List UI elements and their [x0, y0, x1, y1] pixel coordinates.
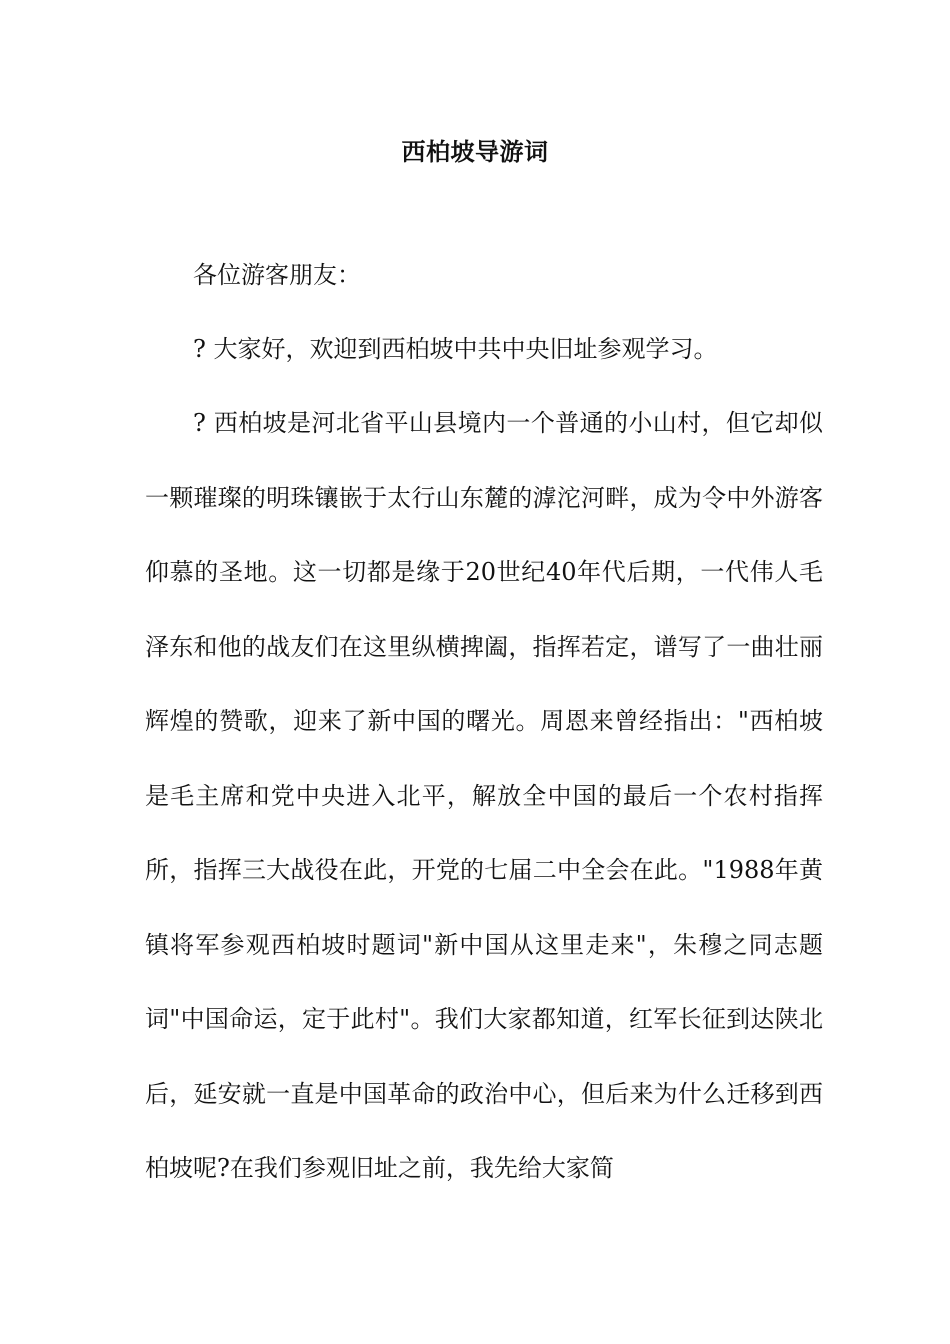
main-block	[145, 386, 823, 1206]
page-title: 西柏坡导游词	[401, 137, 549, 166]
intro-paragraph: ? 西柏坡是河北省平山县境内一个普通的小山村，但它却似一颗璀璨的明珠镶嵌于太行山东麓的滹沱河畔，成为令中外游客仰慕的圣地。这一切都是缘于20世纪40年代后期，一代伟人毛泽东和他的战友们在这里纵横捭阖，指挥若定，谱写了一曲壮丽辉煌的赞歌，迎来了新中国的曙光。周恩来曾经指出："西柏坡是毛主席和党中央进入北平，解放全中国的最后一个农村指挥所，指挥三大战役在此，开党的七届二中全会在此。"1988年黄镇将军参观西柏坡时题词"新中国从这里走来"，朱穆之同志题词"中国命运，定于此村"。我们大家都知道，红军长征到达陕北后，延安就一直是中国革命的政治中心，但后来为什么迁移到西柏坡呢?在我们参观旧址之前，我先给大家简	[145, 409, 823, 1182]
greeting-paragraph: 各位游客朋友：	[193, 261, 361, 289]
welcome-paragraph: ? 大家好，欢迎到西柏坡中共中央旧址参观学习。	[193, 335, 718, 363]
greeting-block	[145, 238, 823, 313]
welcome-block	[145, 312, 823, 387]
